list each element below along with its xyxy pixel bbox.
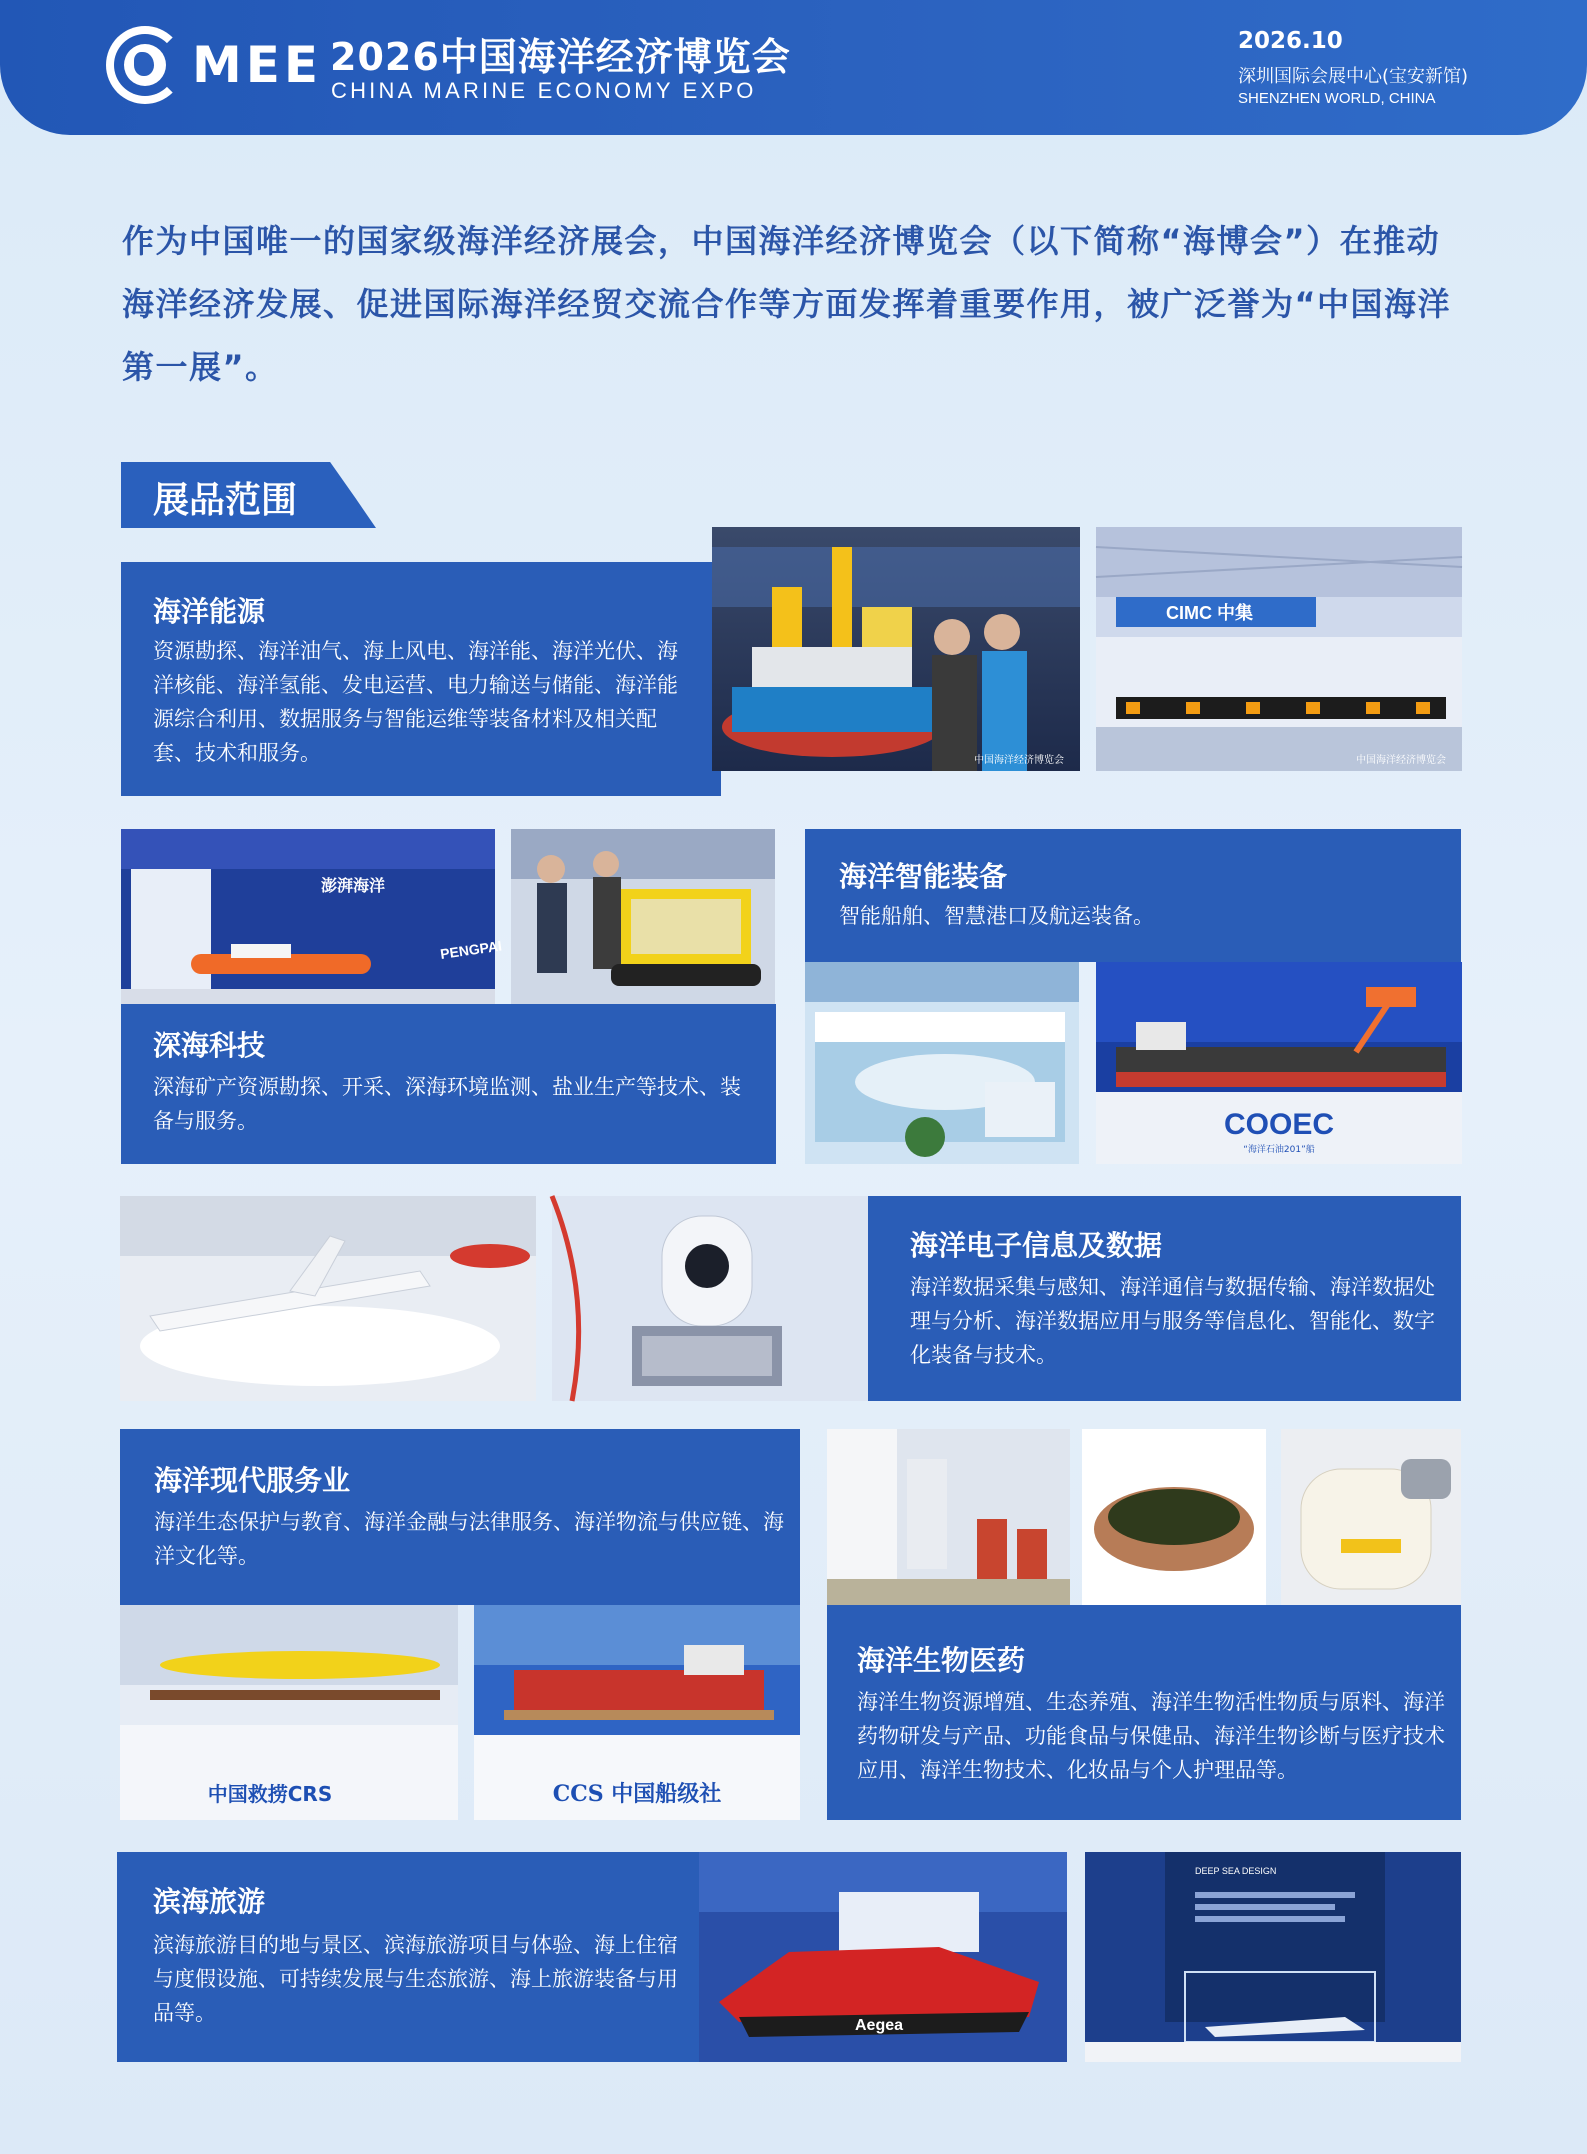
- photo-ccs-ship-model: [474, 1605, 800, 1820]
- photo-caption: 中国海洋经济博览会: [1356, 755, 1446, 766]
- category-desc: 海洋生态保护与教育、海洋金融与法律服务、海洋物流与供应链、海洋文化等。: [154, 1510, 784, 1568]
- intro-paragraph: 作为中国唯一的国家级海洋经济展会，中国海洋经济博览会（以下简称“海博会”）在推动海洋经济发展、促进国际海洋经贸交流合作等方面发挥着重要作用，被广泛誉为“中国海洋第一展”。: [122, 222, 1452, 386]
- category-desc: 海洋数据采集与感知、海洋通信与数据传输、海洋数据处理与分析、海洋数据应用与服务等信息化、智能化、数字化装备与技术。: [910, 1275, 1435, 1367]
- category-title: 海洋能源: [153, 595, 266, 628]
- photo-sign-text: 中国救捞CRS: [207, 1782, 333, 1806]
- photo-drone-models: [120, 1196, 536, 1401]
- photo-sign-text: COOEC: [1223, 1108, 1335, 1141]
- cmee-logo: [106, 26, 323, 106]
- photo-camera-device: [552, 1196, 868, 1401]
- category-panel-intelligent-equipment: [805, 829, 1461, 962]
- section-title: 展品范围: [153, 480, 298, 521]
- section-tag: [121, 462, 376, 528]
- category-desc: 资源勘探、海洋油气、海上风电、海洋能、海洋光伏、海洋核能、海洋氢能、发电运营、电力输送与储能、海洋能源综合利用、数据服务与智能运维等装备材料及相关配套、技术和服务。: [153, 639, 678, 765]
- photo-algae-powder: [1082, 1429, 1266, 1605]
- category-title: 海洋电子信息及数据: [910, 1229, 1163, 1262]
- globe-icon: [124, 44, 166, 86]
- category-desc: 智能船舶、智慧港口及航运装备。: [839, 904, 1154, 928]
- category-title: 深海科技: [153, 1029, 266, 1062]
- photo-sign-text: Aegea: [854, 2017, 904, 2034]
- photo-sign-text: CCS 中国船级社: [552, 1781, 722, 1807]
- category-title: 滨海旅游: [153, 1885, 266, 1918]
- photo-cooec-ship: [1096, 962, 1462, 1164]
- photo-sign-text: 澎湃海洋: [321, 876, 386, 895]
- photo-cimc-hall: [1096, 527, 1462, 771]
- category-panel-coastal-tourism: [117, 1852, 699, 2062]
- venue-en: SHENZHEN WORLD, CHINA: [1238, 90, 1436, 107]
- category-panel-deepsea: [121, 1004, 776, 1164]
- photo-sign-text: PENGPAI: [439, 937, 503, 962]
- photo-sign-text: CIMC 中集: [1166, 603, 1253, 623]
- photo-fpso-model: [712, 527, 1080, 771]
- category-panel-electronic-data: [868, 1196, 1461, 1401]
- photo-sign-text: DEEP SEA DESIGN: [1195, 1866, 1277, 1876]
- photo-sign-text: “海洋石油201”船: [1243, 1145, 1315, 1155]
- photo-lab-microscope: [827, 1429, 1070, 1605]
- photo-pengpai-booth: [121, 829, 503, 1004]
- category-title: 海洋生物医药: [857, 1644, 1026, 1677]
- photo-smart-booth: [805, 962, 1079, 1164]
- category-title: 海洋智能装备: [839, 860, 1008, 893]
- category-title: 海洋现代服务业: [154, 1464, 351, 1497]
- expo-title-cn: 2026中国海洋经济博览会: [330, 35, 791, 79]
- photo-jar-product: [1281, 1429, 1461, 1605]
- category-panel-biomedicine: [827, 1605, 1461, 1820]
- expo-date: 2026.10: [1238, 28, 1343, 54]
- photo-jetski: [699, 1852, 1067, 2062]
- category-panel-energy: [121, 562, 721, 796]
- header-banner: [0, 0, 1587, 135]
- logo-text: MEE: [192, 36, 323, 94]
- venue-cn: 深圳国际会展中心(宝安新馆): [1238, 66, 1469, 87]
- photo-deepsea-vehicle: [511, 829, 775, 1004]
- photo-crs-torpedo: [120, 1605, 458, 1820]
- category-desc: 深海矿产资源勘探、开采、深海环境监测、盐业生产等技术、装备与服务。: [153, 1075, 741, 1133]
- category-panel-modern-services: [120, 1429, 800, 1605]
- photo-caption: 中国海洋经济博览会: [974, 755, 1064, 766]
- photo-yacht-model: [1085, 1852, 1461, 2062]
- category-desc: 海洋生物资源增殖、生态养殖、海洋生物活性物质与原料、海洋药物研发与产品、功能食品与保健品、海洋生物诊断与医疗技术应用、海洋生物技术、化妆品与个人护理品等。: [857, 1690, 1445, 1782]
- category-desc: 滨海旅游目的地与景区、滨海旅游项目与体验、海上住宿与度假设施、可持续发展与生态旅游、海上旅游装备与用品等。: [153, 1933, 678, 2025]
- expo-title-en: CHINA MARINE ECONOMY EXPO: [331, 78, 757, 103]
